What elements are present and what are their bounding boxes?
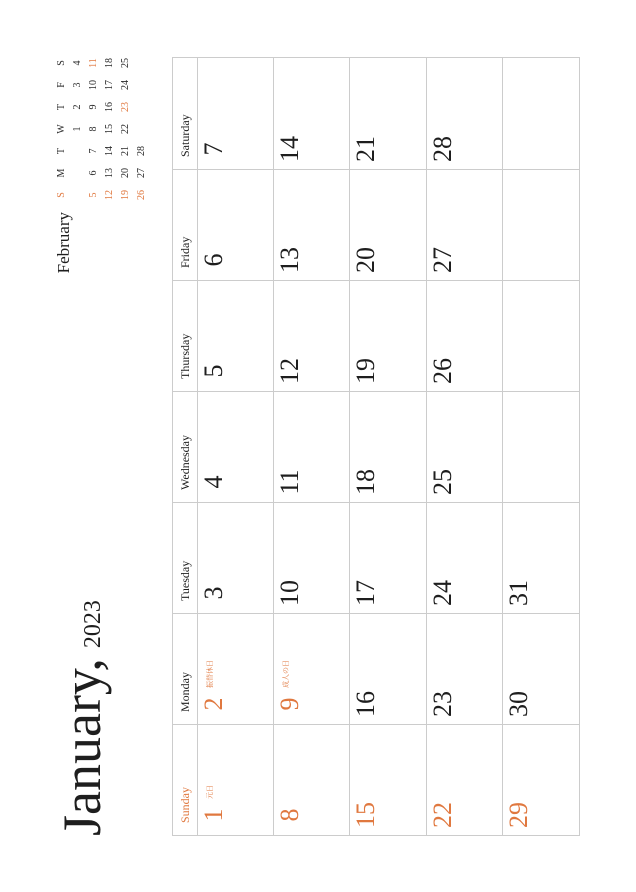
day-number: 29 [503,802,533,828]
day-number: 13 [275,247,305,273]
weekday-label: Sunday [178,787,192,823]
mini-day: 24 [120,80,131,90]
day-cell-empty [503,280,579,391]
weekday-label: Friday [178,236,192,268]
day-cell [274,613,350,724]
next-month-mini-calendar [54,52,150,206]
day-cell [198,391,274,502]
day-number: 11 [275,469,305,495]
mini-day: 28 [136,146,147,156]
day-number: 18 [351,469,381,495]
day-number: 24 [427,580,457,606]
mini-day-empty [70,184,86,206]
mini-weekday-header [54,52,70,206]
day-cell-empty [503,391,579,502]
mini-day: 15 [104,124,115,134]
next-month-label: February [54,212,73,274]
mini-week-row [134,52,150,206]
mini-week-row [102,52,118,206]
mini-day: 23 [120,102,131,112]
holiday-label: 成人の日 [282,660,291,688]
mini-day-empty [134,96,150,118]
day-cell [350,58,426,169]
weekday-header-tuesday [173,502,198,613]
mini-week-row [118,52,134,206]
day-number: 17 [351,580,381,606]
holiday-label: 元日 [206,785,214,799]
day-number: 19 [351,358,381,384]
weekday-label: Saturday [178,114,192,157]
mini-weekday-label: T [56,147,67,155]
day-cell [198,169,274,280]
day-number: 28 [427,136,457,162]
day-cell [427,613,503,724]
day-cell [427,280,503,391]
mini-day: 27 [136,168,147,178]
mini-day: 22 [120,124,131,134]
day-cell [198,280,274,391]
weekday-label: Wednesday [178,434,192,490]
day-cell [350,724,426,835]
mini-day: 9 [88,104,99,110]
mini-day: 11 [88,58,99,68]
day-cell-empty [503,169,579,280]
mini-day: 7 [88,148,99,154]
mini-day: 13 [104,168,115,178]
mini-day: 17 [104,80,115,90]
day-cell [274,502,350,613]
day-cell [350,613,426,724]
mini-day: 20 [120,168,131,178]
day-number: 5 [199,364,228,378]
mini-day: 2 [72,104,83,110]
day-cell [350,391,426,502]
mini-day: 19 [120,190,131,200]
weekday-header-wednesday [173,391,198,502]
day-cell [274,724,350,835]
weekday-header-saturday [173,58,198,169]
mini-day: 14 [104,146,115,156]
day-cell [350,502,426,613]
day-number: 27 [427,247,457,273]
day-cell [503,724,579,835]
day-cell [274,280,350,391]
day-cell [274,391,350,502]
mini-day: 25 [120,58,131,68]
month-title [52,600,123,836]
day-number: 8 [275,808,305,822]
day-number: 2 [199,697,228,711]
day-cell [503,613,579,724]
day-cell [350,280,426,391]
day-number: 31 [503,580,533,606]
day-cell [198,724,274,835]
day-cell [427,58,503,169]
mini-day-empty [70,140,86,162]
mini-day-empty [134,52,150,74]
mini-day: 18 [104,58,115,68]
mini-day: 6 [88,170,99,176]
weekday-header-friday [173,169,198,280]
day-number: 22 [427,802,457,828]
day-number: 23 [427,691,457,717]
mini-weekday-label: S [56,60,67,66]
weekday-header-sunday [173,724,198,835]
day-cell [503,502,579,613]
day-number: 14 [275,136,305,162]
mini-week-row [86,52,102,206]
mini-day: 16 [104,102,115,112]
day-number: 10 [275,580,305,606]
mini-day: 8 [88,126,99,132]
mini-weekday-label: T [56,103,67,111]
mini-day: 5 [88,192,99,198]
mini-day: 26 [136,190,147,200]
weekday-header-monday [173,613,198,724]
day-number: 25 [427,469,457,495]
day-cell [198,613,274,724]
day-cell [427,169,503,280]
weekday-label: Tuesday [178,560,192,601]
mini-day: 12 [104,190,115,200]
mini-day: 3 [72,82,83,88]
day-number: 15 [351,802,381,828]
calendar-grid [172,57,580,836]
mini-weekday-label: F [56,82,67,88]
day-cell [427,502,503,613]
day-number: 30 [503,691,533,717]
day-number: 26 [427,358,457,384]
day-number: 1 [199,808,228,822]
day-number: 3 [199,586,228,600]
day-cell [427,724,503,835]
mini-weekday-label: W [56,124,67,134]
mini-weekday-label: S [56,192,67,198]
mini-weekday-label: M [56,168,67,178]
holiday-label: 振替休日 [206,660,214,688]
mini-day-empty [134,74,150,96]
weekday-label: Monday [178,672,192,712]
weekday-label: Thursday [178,333,192,379]
mini-day: 4 [72,60,83,66]
day-number: 6 [199,253,228,267]
day-cell [350,169,426,280]
day-number: 21 [351,136,381,162]
mini-day-empty [70,162,86,184]
weekday-header-thursday [173,280,198,391]
day-number: 20 [351,247,381,273]
mini-day-empty [134,118,150,140]
day-cell [427,391,503,502]
day-cell [274,169,350,280]
mini-week-row [70,52,86,206]
day-number: 16 [351,691,381,717]
day-number: 12 [275,358,305,384]
day-number: 4 [199,475,228,489]
day-number: 7 [199,142,228,156]
day-cell [198,502,274,613]
month-name: January, [52,658,112,836]
mini-day: 21 [120,146,131,156]
day-cell [198,58,274,169]
mini-day: 10 [88,80,99,90]
year-label: 2023 [80,600,106,649]
mini-day: 1 [72,126,83,132]
day-cell [274,58,350,169]
day-number: 9 [275,697,305,711]
day-cell-empty [503,58,579,169]
